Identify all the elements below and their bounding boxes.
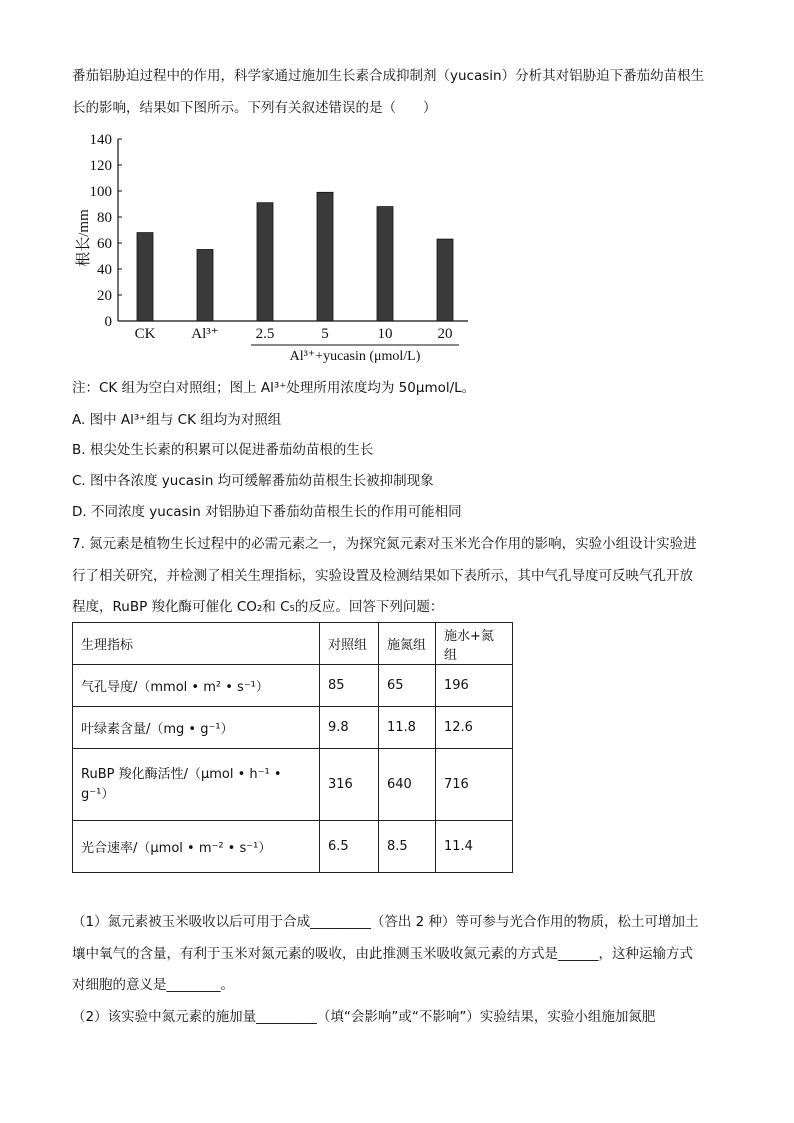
table-cell: 11.4: [436, 821, 513, 873]
chart-note: 注：CK 组为空白对照组；图上 Al³⁺处理所用浓度均为 50μmol/L。: [72, 380, 476, 396]
bar: [437, 239, 453, 321]
table-cell: 716: [436, 749, 513, 821]
group-label: Al³⁺+yucasin (μmol/L): [289, 349, 421, 364]
x-tick-label: 5: [321, 326, 329, 342]
table-cell: 光合速率/（μmol • m⁻² • s⁻¹）: [73, 821, 320, 873]
q1-line-2: 壤中氧气的含量，有利于玉米对氮元素的吸收，由此推测玉米吸收氮元素的方式是______，这种运输方式: [72, 946, 693, 962]
y-tick-label: 60: [97, 236, 112, 252]
table-cell: 气孔导度/（mmol • m² • s⁻¹）: [73, 665, 320, 707]
y-axis-label: 根长/mm: [76, 209, 92, 267]
table-cell: 196: [436, 665, 513, 707]
table-header: 生理指标: [73, 623, 320, 665]
table-header: 施水+氮组: [436, 623, 513, 665]
table-header: 对照组: [320, 623, 379, 665]
y-tick-label: 140: [89, 132, 112, 148]
table-cell: 12.6: [436, 707, 513, 749]
table-cell: 11.8: [379, 707, 436, 749]
bars: [137, 192, 453, 321]
table-row: [73, 821, 513, 873]
y-tick-label: 20: [97, 288, 112, 304]
q1-line-1: （1）氮元素被玉米吸收以后可用于合成_________（答出 2 种）等可参与光合作用的物质，松土可增加土: [72, 914, 699, 930]
option-a: A. 图中 Al³⁺组与 CK 组均为对照组: [72, 412, 282, 428]
table-row: [73, 749, 513, 821]
option-d: D. 不同浓度 yucasin 对铝胁迫下番茄幼苗根生长的作用可能相同: [72, 504, 462, 520]
x-tick-label: Al³⁺: [191, 326, 219, 342]
table-cell: 9.8: [320, 707, 379, 749]
table-cell: 8.5: [379, 821, 436, 873]
root-length-bar-chart: [60, 128, 480, 368]
y-tick-label: 100: [89, 184, 112, 200]
x-tick-label: CK: [134, 326, 156, 342]
bar: [317, 192, 333, 321]
q7-line-2: 行了相关研究，并检测了相关生理指标，实验设置及检测结果如下表所示，其中气孔导度可反映气孔开放: [72, 568, 693, 584]
table-header-row: [73, 623, 513, 665]
physiology-table: [72, 622, 513, 873]
q2-line-1: （2）该实验中氮元素的施加量_________（填“会影响”或“不影响”）实验结果，实验小组施加氮肥: [72, 1009, 656, 1025]
option-c: C. 图中各浓度 yucasin 均可缓解番茄幼苗根生长被抑制现象: [72, 473, 434, 489]
table-row: [73, 665, 513, 707]
option-b: B. 根尖处生长素的积累可以促进番茄幼苗根的生长: [72, 442, 374, 458]
intro-line-2: 长的影响，结果如下图所示。下列有关叙述错误的是（ ）: [72, 100, 437, 116]
table-cell: 6.5: [320, 821, 379, 873]
y-tick-label: 40: [97, 262, 112, 278]
table-cell: 316: [320, 749, 379, 821]
q7-line-3: 程度，RuBP 羧化酶可催化 CO₂和 C₅的反应。回答下列问题：: [72, 599, 444, 615]
bar: [197, 250, 213, 322]
table-cell: 叶绿素含量/（mg • g⁻¹）: [73, 707, 320, 749]
bar: [137, 233, 153, 321]
y-tick-label: 120: [89, 158, 112, 174]
table-cell: 65: [379, 665, 436, 707]
bar: [377, 207, 393, 321]
x-tick-label: 2.5: [255, 326, 275, 342]
table-row: [73, 707, 513, 749]
table-cell: RuBP 羧化酶活性/（μmol • h⁻¹ • g⁻¹）: [73, 749, 320, 821]
table-cell: 85: [320, 665, 379, 707]
q1-line-3: 对细胞的意义是________。: [72, 977, 234, 993]
x-tick-label: 10: [377, 326, 393, 342]
x-axis-labels: [135, 326, 459, 345]
y-tick-label: 80: [97, 210, 112, 226]
y-tick-label: 0: [104, 314, 112, 330]
x-tick-label: 20: [437, 326, 453, 342]
table-header: 施氮组: [379, 623, 436, 665]
bar: [257, 203, 273, 321]
intro-line-1: 番茄铝胁迫过程中的作用，科学家通过施加生长素合成抑制剂（yucasin）分析其对铝胁迫下番茄幼苗根生: [72, 68, 705, 84]
q7-line-1: 7. 氮元素是植物生长过程中的必需元素之一，为探究氮元素对玉米光合作用的影响，实验小组设计实验进: [72, 536, 697, 552]
table-cell: 640: [379, 749, 436, 821]
